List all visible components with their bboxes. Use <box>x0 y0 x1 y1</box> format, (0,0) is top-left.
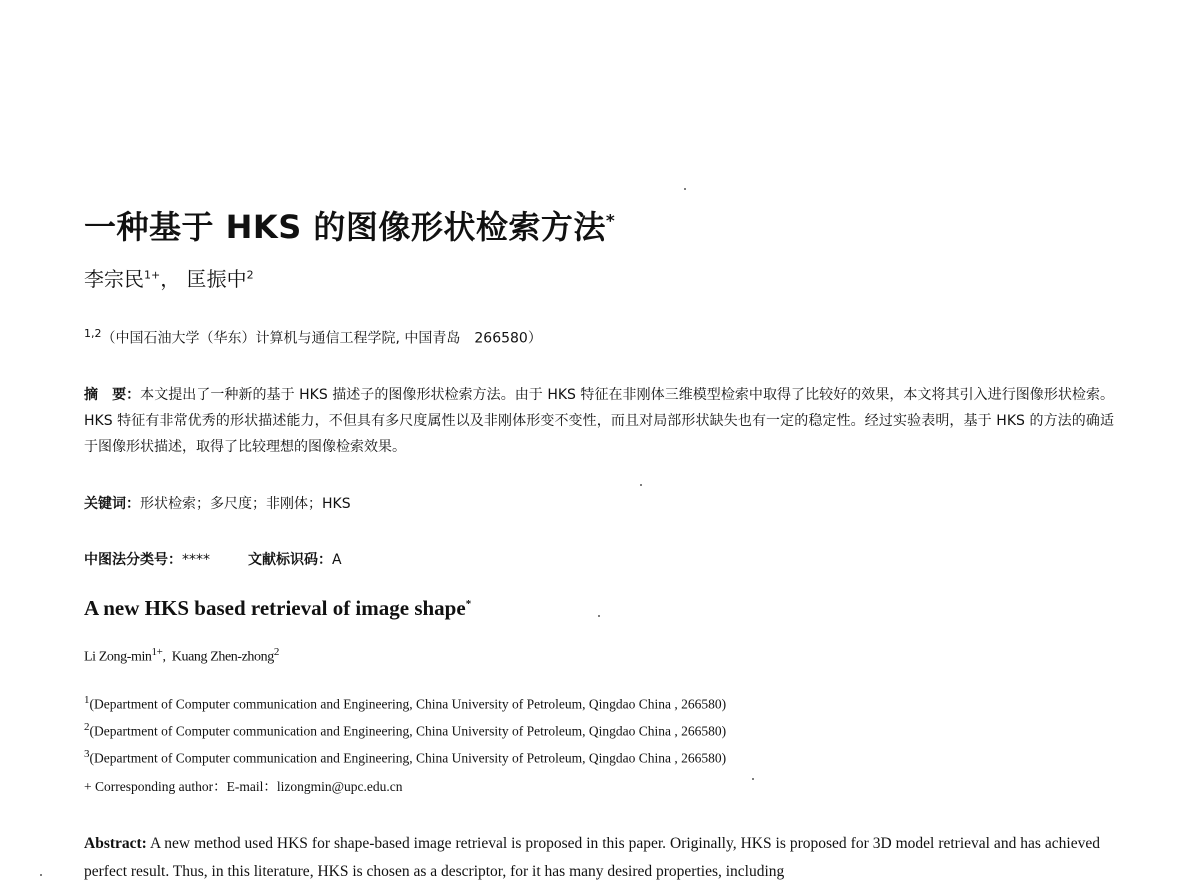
affiliation-en-3-sup: 3 <box>84 748 90 760</box>
affiliation-en-3 <box>84 748 726 767</box>
affiliation-cn-sup: 1,2 <box>84 327 102 340</box>
title-cn <box>84 202 615 248</box>
abstract-en-label: Abstract: <box>84 835 147 852</box>
authors-cn <box>84 263 254 292</box>
keywords-cn <box>84 493 351 513</box>
affiliation-en-1-text: (Department of Computer communication and Engineering, China University of Petroleum, Qingdao China , 266580) <box>89 696 727 712</box>
authors-en <box>84 646 279 666</box>
scan-speck <box>752 778 754 780</box>
author-en-1: Li Zong-min <box>84 649 152 665</box>
affiliation-en-2-sup: 2 <box>84 721 90 733</box>
keywords-cn-text: 形状检索；多尺度；非刚体；HKS <box>140 496 351 512</box>
clc-value: **** <box>182 552 210 568</box>
affiliation-cn <box>84 327 542 348</box>
affiliation-en-3-text: (Department of Computer communication and Engineering, China University of Petroleum, Qingdao China , 266580) <box>89 750 727 766</box>
affiliation-cn-text: （中国石油大学（华东）计算机与通信工程学院, 中国青岛 266580） <box>101 330 542 347</box>
affiliation-en-1-sup: 1 <box>84 694 90 706</box>
title-en <box>84 596 471 621</box>
clc-label: 中图法分类号： <box>84 552 182 568</box>
author-cn-1: 李宗民 <box>84 267 144 291</box>
keywords-cn-label: 关键词： <box>84 496 140 512</box>
author-cn-2-sup: 2 <box>246 268 254 282</box>
scan-speck <box>40 874 42 876</box>
title-en-footnote-mark: * <box>465 598 472 610</box>
abstract-cn <box>84 382 1114 460</box>
author-en-1-sup: 1+ <box>151 646 163 658</box>
author-en-2: Kuang Zhen-zhong <box>171 649 274 665</box>
abstract-en-text: A new method used HKS for shape-based image retrieval is proposed in this paper. Originally, HKS is proposed for 3D model retrieval and has achieved perfect result. Thus, in this literature, HKS is chosen as a descriptor, for it has many desired properties, including <box>84 835 1100 880</box>
title-en-text: A new HKS based retrieval of image shape <box>84 596 466 620</box>
author-cn-separator: ， <box>160 267 181 291</box>
author-cn-1-sup: 1+ <box>144 268 161 282</box>
affiliation-en-1 <box>84 694 726 713</box>
abstract-cn-text: 本文提出了一种新的基于 HKS 描述子的图像形状检索方法。由于 HKS 特征在非刚体三维模型检索中取得了比较好的效果，本文将其引入进行图像形状检索。HKS 特征有非常优秀的形状描述能力，不但具有多尺度属性以及非刚体形变不变性，而且对局部形状缺失也有一定的稳定性。经过实验表明，基于 HKS 的方法的确适于图像形状描述，取得了比较理想的图像检索效果。 <box>84 387 1114 455</box>
abstract-en <box>84 830 1100 886</box>
affiliation-en-2 <box>84 721 726 740</box>
scan-speck <box>684 188 686 190</box>
author-en-separator: , <box>162 649 166 665</box>
corresponding-author: + Corresponding author：E-mail：lizongmin@upc.edu.cn <box>84 779 403 794</box>
affiliation-en-2-text: (Department of Computer communication and Engineering, China University of Petroleum, Qingdao China , 266580) <box>89 723 727 739</box>
doc-code-value: A <box>332 552 342 568</box>
title-cn-text: 一种基于 HKS 的图像形状检索方法 <box>84 208 606 246</box>
abstract-cn-label: 摘 要： <box>84 387 141 403</box>
title-cn-footnote-mark: * <box>605 211 616 232</box>
classification-line <box>84 549 342 569</box>
scan-speck <box>598 615 600 617</box>
doc-code-label: 文献标识码： <box>248 552 332 568</box>
author-en-2-sup: 2 <box>273 646 279 658</box>
scan-speck <box>640 484 642 486</box>
author-cn-2: 匡振中 <box>186 267 247 291</box>
